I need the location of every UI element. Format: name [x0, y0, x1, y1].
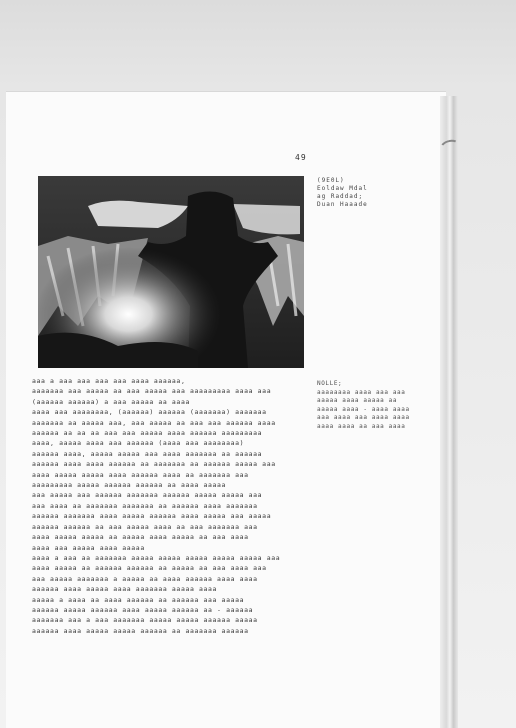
photo-caption — [317, 177, 417, 209]
side-note — [317, 380, 422, 432]
body-line: aaa a aaa aaa aaa aaa aaaa aaaaaa, — [32, 377, 186, 385]
photograph-image — [38, 176, 304, 368]
body-line: aaaaaa aaaaaaa aaaa aaaaa aaaaaa aaaa aaaaa aaa aaaaa — [32, 512, 272, 521]
body-line: aaaaaaa aaa aaaaa aa aaa aaaaa aaa aaaaaaaaa aaaa aaa — [32, 387, 272, 396]
page-number: 49 — [295, 153, 307, 162]
caption-line: ag Raddad; — [317, 193, 364, 200]
body-line: aaaaaa aaaa aaaaa aaaaa aaaaaa aa aaaaaaa aaaaaa — [32, 626, 249, 635]
body-line: aaaaaa aaaaa aaaaaa aaaa aaaaa aaaaaa aa - aaaaaa — [32, 605, 254, 614]
body-line: aaaaaaaaa aaaaa aaaaaa aaaaaa aa aaaa aaaaa — [32, 481, 227, 490]
body-line: aaaaaaa aaa a aaa aaaaaaa aaaaa aaaaa aaaaaa aaaaa — [32, 616, 258, 625]
body-line: aaaaaa aa aa aa aaa aaa aaaaa aaaa aaaaaa aaaaaaaaa — [32, 429, 263, 438]
body-line: aaaa aaa aaaaa aaaa aaaaa — [32, 543, 145, 552]
body-line: aaaa aaaaa aa aaaaaa aaaaaa aa aaaaa aa aaa aaaa aaa — [32, 564, 267, 573]
caption-line: Eoldaw Mdal — [317, 185, 368, 192]
body-line: aaa aaaa aa aaaaaaa aaaaaaa aa aaaaaa aaaa aaaaaaa — [32, 501, 258, 510]
body-line: aaaaaa aaaaaa aa aaa aaaaa aaaa aa aaa aaaaaaa aaa — [32, 522, 258, 531]
note-line: aaaaa aaaa - aaaa aaaa — [317, 405, 410, 413]
body-text — [32, 376, 304, 636]
body-line: (aaaaaa aaaaaa) a aaa aaaaa aa aaaa — [32, 397, 190, 406]
caption-line: Duan Haaade — [317, 201, 368, 208]
caption-line: (9E0L) — [317, 177, 345, 184]
note-line: aaaaa aaaa aaaaa aa — [317, 397, 398, 405]
body-line: aaaaaa aaaa aaaaa aaaa aaaaaaa aaaaa aaaa — [32, 585, 218, 594]
photograph — [38, 176, 304, 368]
body-line: aaa aaaaa aaa aaaaaa aaaaaaa aaaaaa aaaaa aaaaa aaa — [32, 491, 263, 500]
body-line: aaaaaaa aa aaaaa aaa, aaa aaaaa aa aaa aaa aaaaaa aaaa — [32, 418, 276, 427]
note-line: NOLLE; — [317, 380, 343, 387]
body-line: aaaa aaaaa aaaaa aaaa aaaaaa aaaa aa aaaaaaa aaa — [32, 470, 249, 479]
body-line: aaaa aaa aaaaaaaa, (aaaaaa) aaaaaa (aaaaaaa) aaaaaaa — [32, 408, 267, 417]
note-line: aaaa aaaa aa aaa aaaa — [317, 422, 406, 430]
body-line: aaaaaa aaaa, aaaaa aaaaa aaa aaaa aaaaaaa aa aaaaaa — [32, 449, 263, 458]
note-line: aaaaaaaa aaaa aaa aaa — [317, 388, 406, 396]
body-line: aaaa, aaaaa aaaa aaa aaaaaa (aaaa aaa aaaaaaaa) — [32, 439, 245, 448]
body-line: aaaaaa aaaa aaaa aaaaaa aa aaaaaaa aa aaaaaa aaaaa aaa — [32, 460, 276, 469]
note-line: aaa aaaa aaa aaaa aaaa — [317, 414, 410, 422]
body-line: aaaa aaaaa aaaaa aa aaaaa aaaa aaaaa aa aaa aaaa — [32, 533, 249, 542]
body-line: aaaaa a aaaa aa aaaa aaaaaa aa aaaaaa aaa aaaaa — [32, 595, 245, 604]
body-line: aaaa a aaa aa aaaaaaa aaaaa aaaaa aaaaa aaaaa aaaaa aaa — [32, 553, 281, 562]
body-line: aaa aaaaa aaaaaaa a aaaaa aa aaaa aaaaaa aaaa aaaa — [32, 574, 258, 583]
page-edge — [440, 96, 458, 728]
